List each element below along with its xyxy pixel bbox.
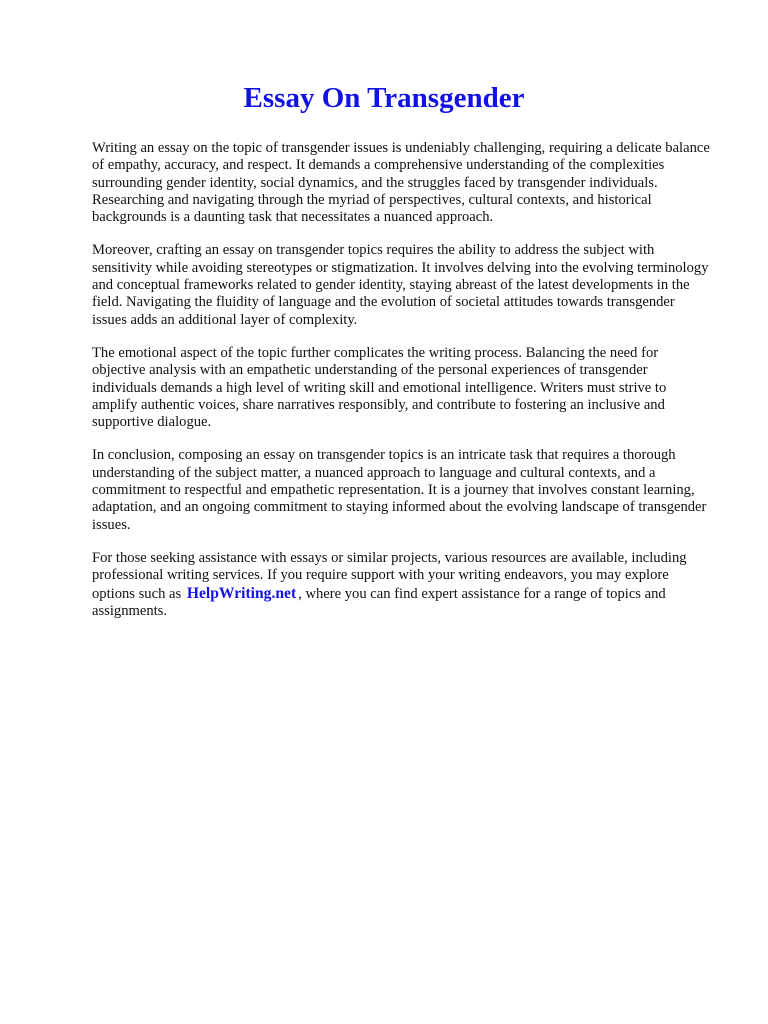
document-title: Essay On Transgender	[243, 82, 525, 114]
paragraph-4: In conclusion, composing an essay on transgender topics is an intricate task that requires a thorough understanding of the subject matter, a nuanced approach to language and cultural contexts, and a commitment to respectful and empathetic representation. It is a journey that involves constant learning, adaptation, and an ongoing commitment to staying informed about the evolving landscape of transgender issues.	[92, 447, 707, 533]
closing-paragraph	[92, 550, 712, 620]
closing-text-after-link: , where you can find expert assistance for a range of topics and assignments.	[92, 585, 666, 619]
paragraph-1: Writing an essay on the topic of transgender issues is undeniably challenging, requiring a delicate balance of empathy, accuracy, and respect. It demands a comprehensive understanding of the complexities surrounding gender identity, social dynamics, and the struggles faced by transgender individuals. Researching and navigating through the myriad of perspectives, cultural contexts, and historical backgrounds is a daunting task that necessitates a nuanced approach.	[92, 140, 710, 226]
paragraph-2: Moreover, crafting an essay on transgender topics requires the ability to address the subject with sensitivity while avoiding stereotypes or stigmatization. It involves delving into the evolving terminology and conceptual frameworks related to gender identity, staying abreast of the latest developments in the field. Navigating the fluidity of language and the evolution of societal attitudes towards transgender issues adds an additional layer of complexity.	[92, 242, 709, 328]
paragraph-3: The emotional aspect of the topic further complicates the writing process. Balancing the need for objective analysis with an empathetic understanding of the personal experiences of transgender individuals demands a high level of writing skill and emotional intelligence. Writers must strive to amplify authentic voices, share narratives responsibly, and contribute to fostering an inclusive and supportive dialogue.	[92, 344, 667, 431]
helpwriting-link[interactable]: HelpWriting.net	[186, 584, 297, 602]
closing-text-before-link: For those seeking assistance with essays or similar projects, various resources are available, including professional writing services. If you require support with your writing endeavors, you may explore options such as	[92, 549, 687, 602]
